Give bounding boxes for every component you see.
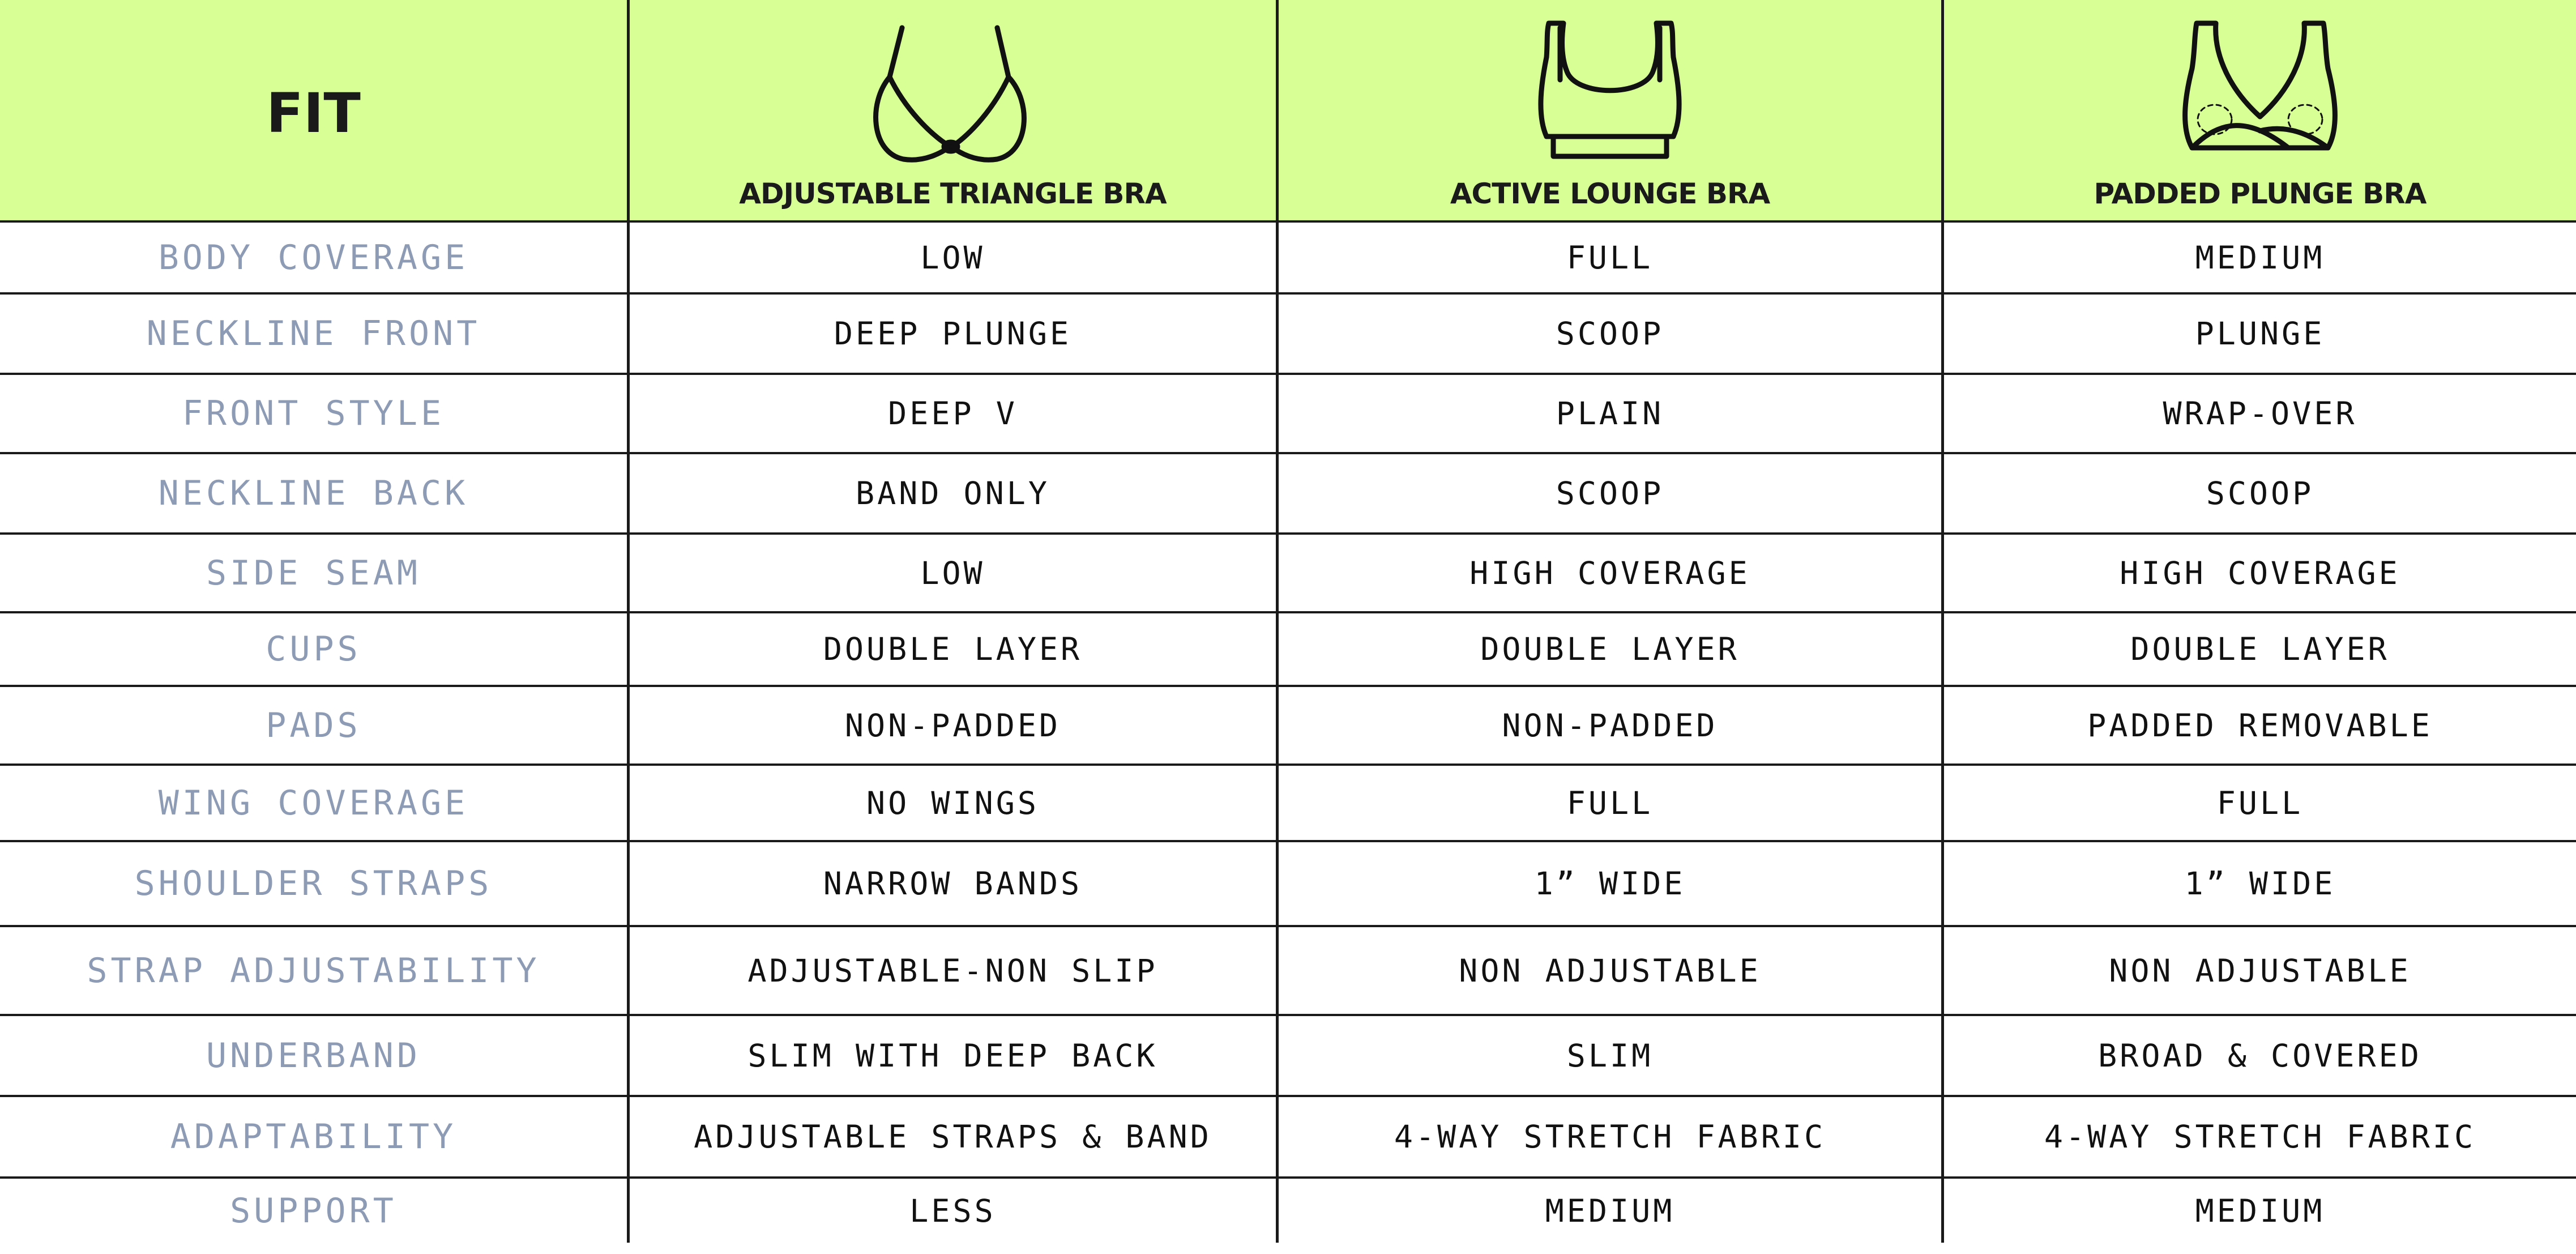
table-cell: DOUBLE LAYER bbox=[627, 611, 1276, 685]
row-label: BODY COVERAGE bbox=[0, 220, 627, 292]
row-label: CUPS bbox=[0, 611, 627, 685]
table-cell: SCOOP bbox=[1276, 292, 1941, 373]
table-cell: NON ADJUSTABLE bbox=[1276, 925, 1941, 1014]
product-name: ACTIVE LOUNGE BRA bbox=[1450, 177, 1770, 210]
table-cell: ADJUSTABLE STRAPS & BAND bbox=[627, 1095, 1276, 1176]
table-cell: BROAD & COVERED bbox=[1941, 1014, 2576, 1095]
table-cell: NO WINGS bbox=[627, 764, 1276, 840]
product-name: PADDED PLUNGE BRA bbox=[2094, 177, 2427, 210]
row-label: SIDE SEAM bbox=[0, 532, 627, 611]
table-cell: MEDIUM bbox=[1276, 1176, 1941, 1243]
row-label: ADAPTABILITY bbox=[0, 1095, 627, 1176]
table-cell: LOW bbox=[627, 532, 1276, 611]
header-fit-cell bbox=[0, 0, 627, 220]
plunge-bra-icon bbox=[2169, 18, 2351, 170]
table-cell: 1” WIDE bbox=[1276, 840, 1941, 925]
table-cell: SCOOP bbox=[1941, 452, 2576, 532]
product-name: ADJUSTABLE TRIANGLE BRA bbox=[739, 177, 1167, 210]
table-title: FIT bbox=[266, 81, 361, 145]
header-product-triangle bbox=[627, 0, 1276, 220]
lounge-bra-icon bbox=[1519, 18, 1701, 170]
table-cell: FULL bbox=[1276, 220, 1941, 292]
table-cell: NARROW BANDS bbox=[627, 840, 1276, 925]
row-label: STRAP ADJUSTABILITY bbox=[0, 925, 627, 1014]
row-label: SUPPORT bbox=[0, 1176, 627, 1243]
table-cell: ADJUSTABLE-NON SLIP bbox=[627, 925, 1276, 1014]
table-cell: LOW bbox=[627, 220, 1276, 292]
table-cell: SCOOP bbox=[1276, 452, 1941, 532]
table-cell: HIGH COVERAGE bbox=[1941, 532, 2576, 611]
row-label: NECKLINE FRONT bbox=[0, 292, 627, 373]
table-cell: HIGH COVERAGE bbox=[1276, 532, 1941, 611]
table-cell: NON ADJUSTABLE bbox=[1941, 925, 2576, 1014]
table-cell: NON-PADDED bbox=[1276, 685, 1941, 764]
table-cell: LESS bbox=[627, 1176, 1276, 1243]
table-cell: BAND ONLY bbox=[627, 452, 1276, 532]
table-cell: SLIM bbox=[1276, 1014, 1941, 1095]
table-cell: FULL bbox=[1276, 764, 1941, 840]
row-label: PADS bbox=[0, 685, 627, 764]
row-label: NECKLINE BACK bbox=[0, 452, 627, 532]
row-label: SHOULDER STRAPS bbox=[0, 840, 627, 925]
table-cell: 4-WAY STRETCH FABRIC bbox=[1941, 1095, 2576, 1176]
table-cell: DEEP V bbox=[627, 373, 1276, 452]
table-cell: DOUBLE LAYER bbox=[1941, 611, 2576, 685]
table-cell: WRAP-OVER bbox=[1941, 373, 2576, 452]
table-cell: PLAIN bbox=[1276, 373, 1941, 452]
row-label: WING COVERAGE bbox=[0, 764, 627, 840]
table-cell: NON-PADDED bbox=[627, 685, 1276, 764]
table-cell: 4-WAY STRETCH FABRIC bbox=[1276, 1095, 1941, 1176]
table-cell: DOUBLE LAYER bbox=[1276, 611, 1941, 685]
header-product-plunge bbox=[1941, 0, 2576, 220]
table-cell: PADDED REMOVABLE bbox=[1941, 685, 2576, 764]
row-label: FRONT STYLE bbox=[0, 373, 627, 452]
table-cell: DEEP PLUNGE bbox=[627, 292, 1276, 373]
table-cell: 1” WIDE bbox=[1941, 840, 2576, 925]
table-cell: SLIM WITH DEEP BACK bbox=[627, 1014, 1276, 1095]
table-cell: MEDIUM bbox=[1941, 220, 2576, 292]
row-label: UNDERBAND bbox=[0, 1014, 627, 1095]
header-product-lounge bbox=[1276, 0, 1941, 220]
table-cell: MEDIUM bbox=[1941, 1176, 2576, 1243]
table-cell: PLUNGE bbox=[1941, 292, 2576, 373]
triangle-bra-icon bbox=[862, 18, 1044, 170]
table-cell: FULL bbox=[1941, 764, 2576, 840]
